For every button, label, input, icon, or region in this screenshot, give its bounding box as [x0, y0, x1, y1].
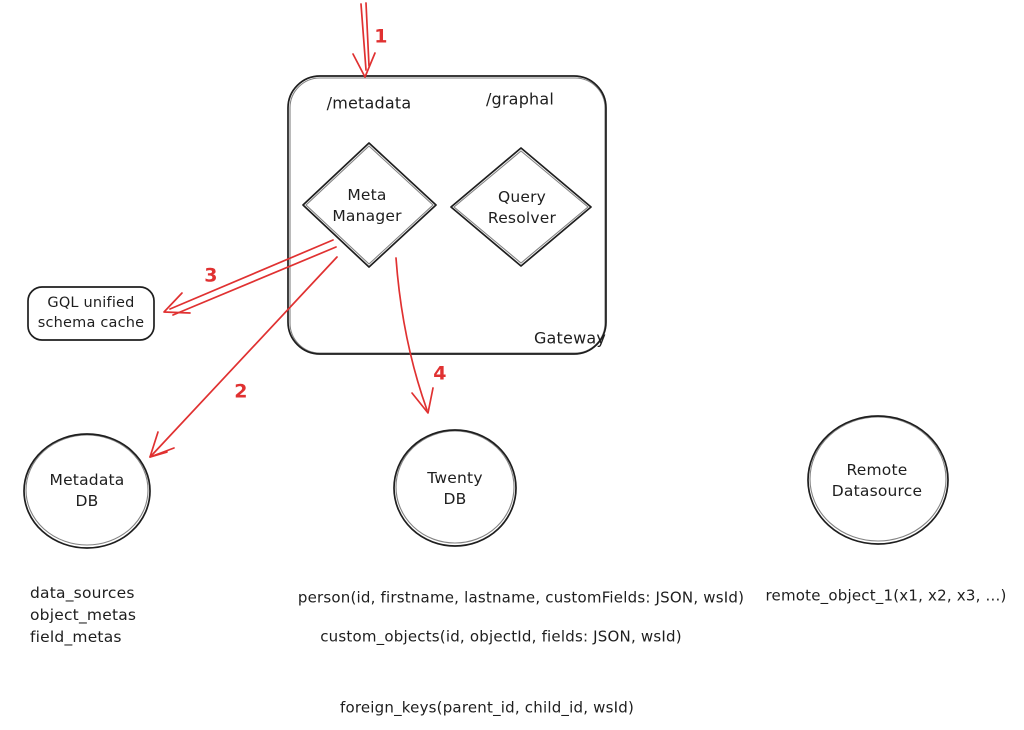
twenty-db-label-line1: Twenty	[427, 469, 483, 487]
remote-datasource-label	[832, 460, 922, 502]
arrow-4-label: 4	[433, 362, 447, 385]
arrow-3-label: 3	[204, 264, 218, 287]
metadata-db-label-line1: Metadata	[49, 471, 125, 489]
gql-cache-label-line2: schema cache	[37, 315, 145, 331]
table-name: object_metas	[30, 606, 137, 624]
twenty-db-table-foreign-keys: foreign_keys(parent_id, child_id, wsId)	[339, 698, 635, 717]
table-name: field_metas	[30, 628, 122, 646]
arrow-1-label: 1	[374, 25, 388, 48]
twenty-db-label	[427, 468, 482, 510]
metadata-db-label-line2: DB	[75, 492, 99, 510]
gql-cache-label	[38, 293, 145, 333]
metadata-db-label	[50, 470, 125, 512]
arrow-3	[164, 240, 336, 315]
remote-datasource-label-line1: Remote	[846, 461, 908, 479]
route-metadata-label: /metadata	[326, 93, 412, 113]
arrow-4	[396, 258, 433, 413]
arrow-2	[150, 257, 337, 457]
twenty-db-table-person: person(id, firstname, lastname, customFields: JSON, wsId)	[297, 588, 745, 607]
query-resolver-label-line2: Resolver	[487, 209, 557, 227]
metadata-db-tables	[30, 582, 136, 648]
gateway-label: Gateway	[533, 328, 607, 348]
arrow-2-label: 2	[234, 380, 248, 403]
meta-manager-label-line1: Meta	[347, 186, 387, 204]
table-name: data_sources	[30, 584, 135, 602]
meta-manager-label-line2: Manager	[332, 207, 402, 225]
remote-datasource-label-line2: Datasource	[831, 482, 923, 500]
query-resolver-label	[488, 187, 556, 229]
twenty-db-label-line2: DB	[443, 490, 467, 508]
arrow-1	[353, 3, 375, 77]
route-graphql-label: /graphal	[485, 89, 555, 109]
remote-datasource-table: remote_object_1(x1, x2, x3, ...)	[765, 586, 1007, 605]
query-resolver-label-line1: Query	[497, 188, 547, 206]
twenty-db-table-custom-objects: custom_objects(id, objectId, fields: JSON, wsId)	[320, 627, 682, 646]
gql-cache-label-line1: GQL unified	[47, 295, 135, 311]
meta-manager-label	[332, 185, 401, 227]
